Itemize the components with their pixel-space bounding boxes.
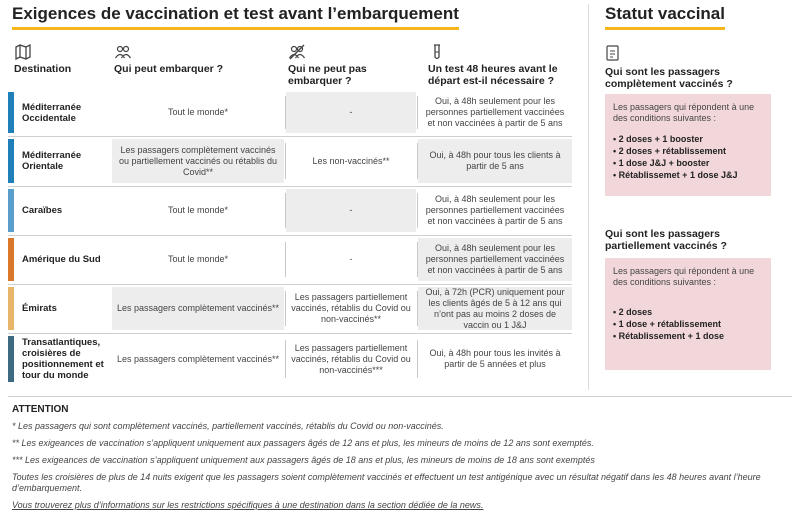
row-who-cannot: Les non-vaccinés** — [312, 155, 390, 166]
footnote-1: * Les passagers qui sont complètement vaccinés, partiellement vaccinés, rétablis du Covid ou non-vaccinés. — [12, 421, 444, 431]
row-who-can: Les passagers complètement vaccinés** — [116, 353, 280, 364]
row-color-bar — [8, 189, 14, 232]
map-icon — [14, 43, 32, 61]
full-vaccinated-box — [605, 94, 771, 196]
partial-item: • 1 dose + rétablissement — [613, 318, 763, 330]
row-who-cannot: - — [286, 92, 416, 133]
row-test: Oui, à 72h (PCR) uniquement pour les clients âgés de 5 à 12 ans qui n’ont pas au moins 2 doses de vaccin ou 1 J&J — [418, 287, 572, 330]
row-who-can: Tout le monde* — [167, 254, 229, 264]
no-people-icon — [288, 43, 306, 61]
table-row — [8, 92, 572, 133]
footer-divider — [8, 396, 792, 397]
table-row — [8, 189, 572, 232]
full-vaccinated-question: Qui sont les passagers complètement vaccinés ? — [605, 66, 733, 90]
side-title: Statut vaccinal — [605, 4, 725, 30]
row-who-cannot: - — [286, 189, 416, 232]
row-destination: Méditerranée Orientale — [22, 150, 82, 172]
footnote-3: *** Les exigeances de vaccination s’appliquent uniquement aux passagers âgés de 18 ans et plus, les mineurs de moins de 18 ans sont exemptés — [12, 455, 595, 465]
vertical-divider — [588, 4, 589, 390]
row-destination: Transatlantiques, croisières de positionnement et tour du monde — [22, 337, 104, 381]
full-item: • 2 doses + 1 booster — [613, 133, 763, 145]
table-row — [8, 336, 572, 382]
vaccine-card-icon — [605, 44, 621, 62]
full-item: • 2 doses + rétablissement — [613, 145, 763, 157]
partial-vaccinated-box — [605, 258, 771, 370]
full-item: • 1 dose J&J + booster — [613, 157, 763, 169]
full-vaccinated-intro: Les passagers qui répondent à une des conditions suivantes : — [613, 102, 755, 123]
attention-heading: ATTENTION — [12, 404, 69, 415]
col-who-can: Qui peut embarquer ? — [114, 63, 224, 75]
col-destination: Destination — [14, 63, 72, 75]
row-who-can: Tout le monde* — [167, 205, 229, 215]
row-color-bar — [8, 139, 14, 183]
row-who-cannot: Les passagers partiellement vaccinés, rétablis du Covid ou non-vaccinés** — [291, 292, 411, 324]
footnote-4: Toutes les croisières de plus de 14 nuits exigent que les passagers soient complètement vaccinés et effectuent un test antigénique avec un résultat négatif dans les 48 heures avant l’heure d’embarquement. — [12, 472, 761, 493]
footnote-2: ** Les exigeances de vaccination s’appliquent uniquement aux passagers âgés de 12 ans et plus, les mineurs de moins de 12 ans sont exemptés. — [12, 438, 594, 448]
table-row — [8, 238, 572, 281]
row-test: Oui, à 48h seulement pour les personnes partiellement vaccinées et non vaccinées à partir de 5 ans — [425, 194, 565, 226]
row-destination: Amérique du Sud — [22, 254, 101, 265]
partial-item: • 2 doses — [613, 306, 763, 318]
row-who-can: Les passagers complètement vaccinés ou partiellement vaccinés ou rétablis du Covid** — [112, 139, 284, 183]
partial-item: • Rétablissement + 1 dose — [613, 330, 763, 342]
row-who-cannot: Les passagers partiellement vaccinés, rétablis du Covid ou non-vaccinés*** — [291, 342, 411, 375]
row-test: Oui, à 48h pour tous les invités à partir de 5 années et plus — [429, 348, 561, 369]
row-color-bar — [8, 336, 14, 382]
row-color-bar — [8, 287, 14, 330]
news-link[interactable]: Vous trouverez plus d’informations sur les restrictions spécifiques à une destination dans la section dédiée de la news. — [12, 500, 484, 510]
main-title: Exigences de vaccination et test avant l’embarquement — [12, 4, 459, 30]
row-test: Oui, à 48h pour tous les clients à partir de 5 ans — [418, 139, 572, 183]
col-test: Un test 48 heures avant le départ est-il nécessaire ? — [428, 63, 558, 87]
row-destination: Émirats — [22, 303, 57, 314]
table-row — [8, 287, 572, 330]
table-row — [8, 139, 572, 183]
row-color-bar — [8, 238, 14, 281]
row-destination: Méditerranée Occidentale — [22, 101, 82, 124]
test-tube-icon — [428, 43, 446, 61]
col-who-cannot: Qui ne peut pas embarquer ? — [288, 63, 367, 87]
full-item: • Rétablissemet + 1 dose J&J — [613, 169, 763, 181]
row-test: Oui, à 48h seulement pour les personnes partiellement vaccinées et non vaccinées à partir de 5 ans — [425, 96, 565, 128]
partial-vaccinated-intro: Les passagers qui répondent à une des conditions suivantes : — [613, 266, 755, 287]
row-color-bar — [8, 92, 14, 133]
people-icon — [114, 43, 132, 61]
row-who-cannot: - — [349, 254, 353, 264]
row-who-can: Les passagers complètement vaccinés** — [112, 287, 284, 330]
row-destination: Caraïbes — [22, 205, 63, 216]
row-who-can: Tout le monde* — [167, 107, 229, 117]
partial-vaccinated-question: Qui sont les passagers partiellement vaccinés ? — [605, 228, 727, 252]
row-test: Oui, à 48h seulement pour les personnes partiellement vaccinées et non vaccinées à partir de 5 ans — [418, 238, 572, 281]
